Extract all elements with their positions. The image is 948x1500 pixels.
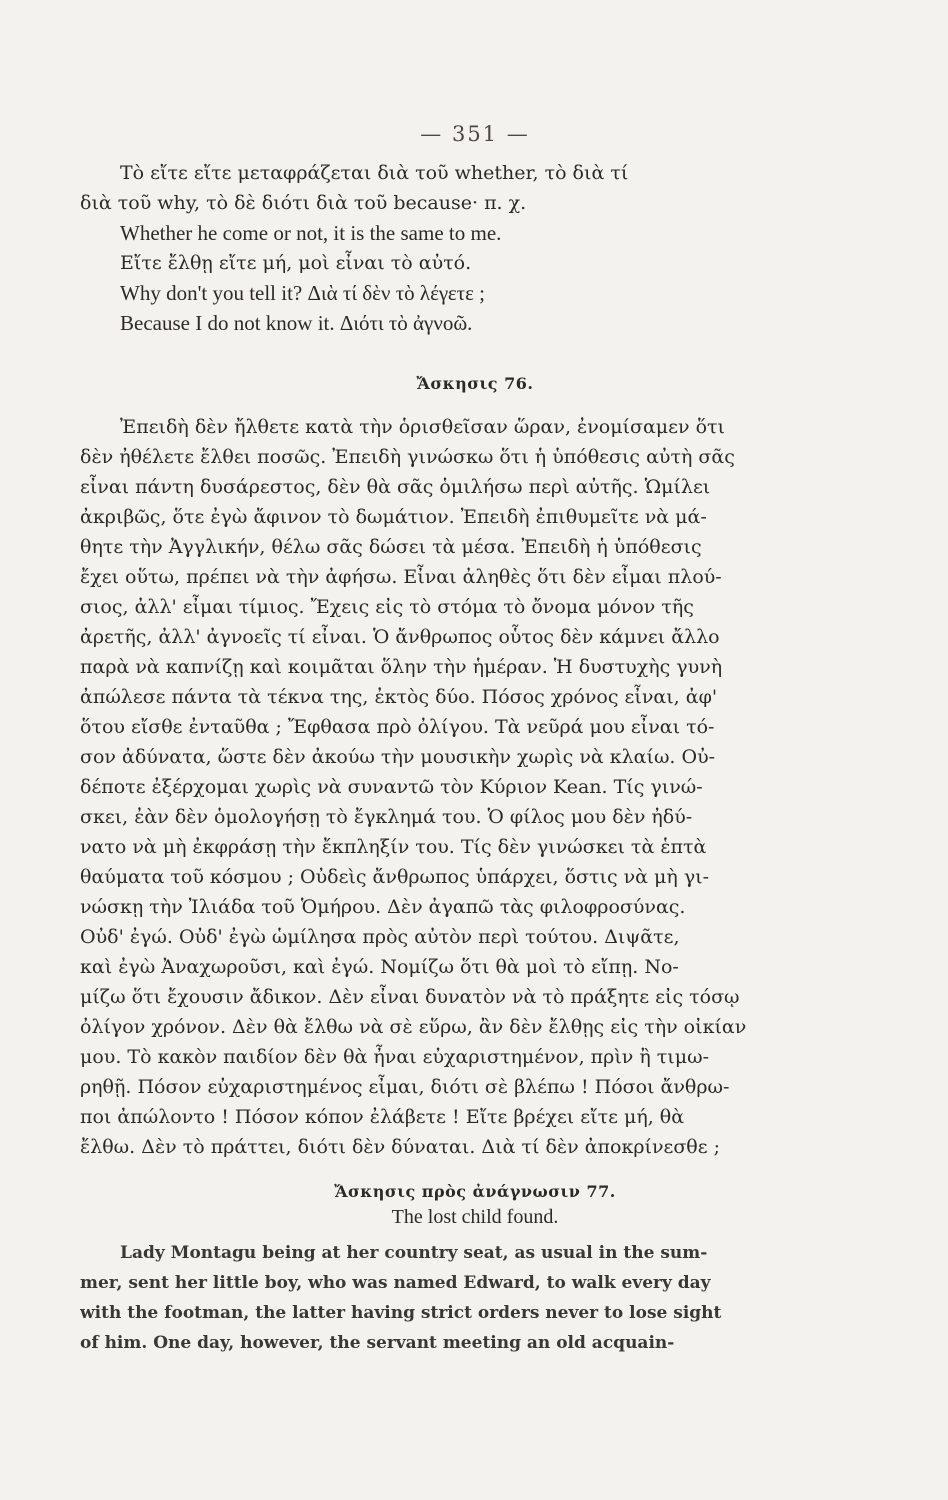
exercise-76-line: ὀλίγον χρόνον. Δὲν θὰ ἔλθω νὰ σὲ εὕρω, ἂν δὲν ἔλθῃς εἰς τὴν οἰκίαν [80,1016,747,1038]
exercise-76-line: Ἐπειδὴ δὲν ἤλθετε κατὰ τὴν ὁρισθεῖσαν ὥραν, ἐνομίσαμεν ὅτι [120,416,725,438]
exercise-76-line: σον ἀδύνατα, ὥστε δὲν ἀκούω τὴν μουσικὴν χωρὶς νὰ κλαίω. Οὐ- [80,746,716,768]
exercise-76-line: εἶναι πάντη δυσάρεστος, δὲν θὰ σᾶς ὁμιλήσω περὶ αὐτῆς. Ὡμίλει [80,476,711,498]
intro-line: Why don't you tell it? Διὰ τί δὲν τὸ λέγετε ; [120,281,485,305]
exercise-76-line: δὲν ἠθέλετε ἔλθει ποσῶς. Ἐπειδὴ γινώσκω ὅτι ἡ ὑπόθεσις αὐτὴ σᾶς [80,446,735,468]
exercise-76-line: ἀρετῆς, ἀλλ' ἀγνοεῖς τί εἶναι. Ὁ ἄνθρωπος οὗτος δὲν κάμνει ἄλλο [80,626,720,648]
book-page [80,0,870,1500]
exercise-76-line: θαύματα τοῦ κόσμου ; Οὐδεὶς ἄνθρωπος ὑπάρχει, ὅστις νὰ μὴ γι- [80,866,710,888]
exercise-76-line: ἔλθω. Δὲν τὸ πράττει, διότι δὲν δύναται. Διὰ τί δὲν ἀποκρίνεσθε ; [80,1136,721,1158]
exercise-76-line: θητε τὴν Ἀγγλικήν, θέλω σᾶς δώσει τὰ μέσα. Ἐπειδὴ ἡ ὑπόθεσις [80,536,702,558]
intro-line: διὰ τοῦ why, τὸ δὲ διότι διὰ τοῦ because· π. χ. [80,192,527,214]
exercise-76-line: μου. Τὸ κακὸν παιδίον δὲν θὰ ἦναι εὐχαριστημένον, πρὶν ἢ τιμω- [80,1046,710,1068]
page-number: — 351 — [420,122,530,146]
exercise-76-line: μίζω ὅτι ἔχουσιν ἄδικον. Δὲν εἶναι δυνατὸν νὰ τὸ πράξητε εἰς τόσῳ [80,986,740,1008]
exercise-76-line: δέποτε ἐξέρχομαι χωρὶς νὰ συναντῶ τὸν Κύριον Kean. Τίς γινώ- [80,776,703,798]
exercise-77-line: mer, sent her little boy, who was named Edward, to walk every day [80,1273,711,1293]
intro-line: Τὸ εἴτε εἴτε μεταφράζεται διὰ τοῦ whether, τὸ διὰ τί [120,162,629,184]
exercise-77-subtitle: The lost child found. [391,1206,559,1228]
exercise-77-line: with the footman, the latter having strict orders never to lose sight [80,1303,722,1323]
intro-line: Εἴτε ἔλθῃ εἴτε μή, μοὶ εἶναι τὸ αὐτό. [120,252,472,274]
exercise-77-line: of him. One day, however, the servant meeting an old acquain- [80,1333,675,1353]
intro-line: Because I do not know it. Διότι τὸ ἀγνοῶ. [120,311,473,335]
exercise-76-line: ὅτου εἴσθε ἐνταῦθα ; Ἔφθασα πρὸ ὀλίγου. Τὰ νεῦρά μου εἶναι τό- [80,716,715,738]
exercise-76-line: παρὰ νὰ καπνίζῃ καὶ κοιμᾶται ὅλην τὴν ἡμέραν. Ἡ δυστυχὴς γυνὴ [80,656,723,678]
exercise-76-line: ἔχει οὕτω, πρέπει νὰ τὴν ἀφήσω. Εἶναι ἀληθὲς ὅτι δὲν εἶμαι πλού- [80,566,722,588]
exercise-76-line: ἀκριβῶς, ὅτε ἐγὼ ἄφινον τὸ δωμάτιον. Ἐπειδὴ ἐπιθυμεῖτε νὰ μά- [80,506,707,528]
exercise-76-line: νατο νὰ μὴ ἐκφράσῃ τὴν ἔκπληξίν του. Τίς δὲν γινώσκει τὰ ἑπτὰ [80,836,707,858]
exercise-76-line: ποι ἀπώλοντο ! Πόσον κόπον ἐλάβετε ! Εἴτε βρέχει εἴτε μή, θὰ [80,1106,685,1128]
intro-line: Whether he come or not, it is the same to me. [120,221,502,245]
exercise-76-heading: Ἄσκησις 76. [416,374,534,393]
exercise-77-heading: Ἄσκησις πρὸς ἀνάγνωσιν 77. [334,1182,616,1201]
exercise-76-line: σιος, ἀλλ' εἶμαι τίμιος. Ἔχεις εἰς τὸ στόμα τὸ ὄνομα μόνον τῆς [80,596,694,618]
exercise-76-line: καὶ ἐγὼ Ἀναχωροῦσι, καὶ ἐγώ. Νομίζω ὅτι θὰ μοὶ τὸ εἴπῃ. Νο- [80,956,679,978]
exercise-76-line: νώσκῃ τὴν Ἰλιάδα τοῦ Ὁμήρου. Δὲν ἀγαπῶ τὰς φιλοφροσύνας. [80,896,686,918]
exercise-76-line: ἀπώλεσε πάντα τὰ τέκνα της, ἐκτὸς δύο. Πόσος χρόνος εἶναι, ἀφ' [80,686,718,708]
exercise-77-line: Lady Montagu being at her country seat, as usual in the sum- [120,1243,708,1263]
exercise-76-line: σκει, ἐὰν δὲν ὁμολογήσῃ τὸ ἔγκλημά του. Ὁ φίλος μου δὲν ἠδύ- [80,806,693,828]
exercise-76-line: Οὐδ' ἐγώ. Οὐδ' ἐγὼ ὡμίλησα πρὸς αὐτὸν περὶ τούτου. Διψᾶτε, [80,926,680,948]
exercise-76-line: ρηθῇ. Πόσον εὐχαριστημένος εἶμαι, διότι σὲ βλέπω ! Πόσοι ἄνθρω- [80,1076,730,1098]
